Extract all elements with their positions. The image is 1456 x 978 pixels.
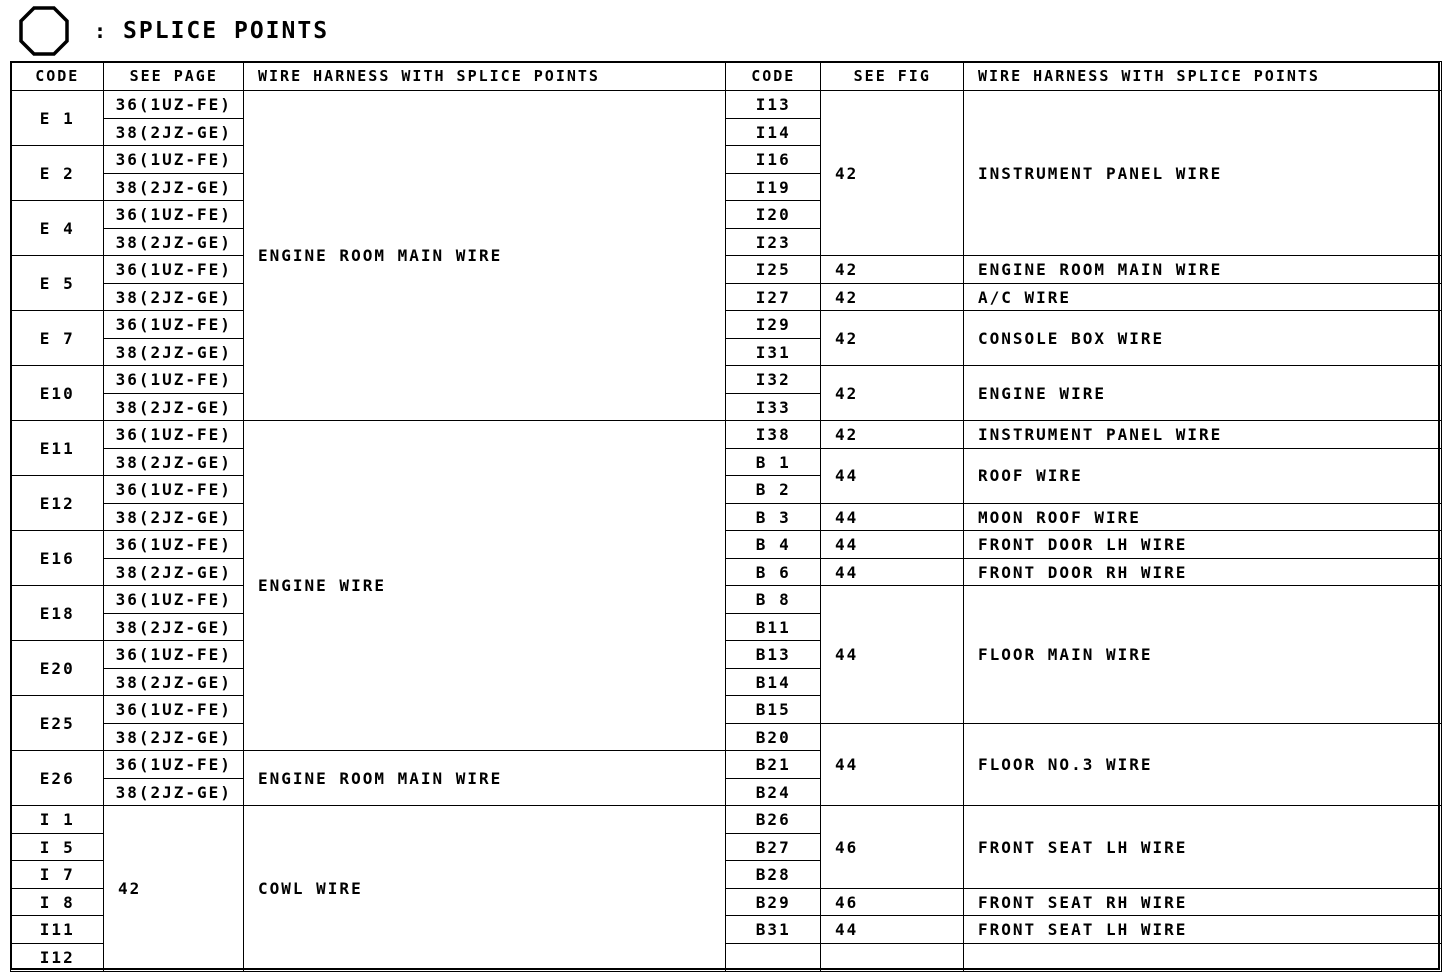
header-left-wire-harness: WIRE HARNESS WITH SPLICE POINTS xyxy=(243,61,727,92)
see-fig-cell xyxy=(820,943,965,972)
splice-code-cell: I19 xyxy=(725,173,822,202)
see-page-cell: 36(1UZ-FE) xyxy=(103,530,245,559)
see-page-cell: 38(2JZ-GE) xyxy=(103,558,245,587)
splice-code-cell: I23 xyxy=(725,228,822,257)
splice-code-cell: I11 xyxy=(10,915,105,944)
title-separator: : xyxy=(94,19,108,43)
see-fig-cell: 42 xyxy=(820,310,965,367)
wire-harness-cell: INSTRUMENT PANEL WIRE xyxy=(963,420,1442,449)
see-fig-cell: 44 xyxy=(820,503,965,532)
header-right-see-fig: SEE FIG xyxy=(820,61,965,92)
see-page-cell: 38(2JZ-GE) xyxy=(103,723,245,752)
splice-code-cell: I12 xyxy=(10,943,105,972)
splice-code-cell: E 1 xyxy=(10,90,105,147)
wire-harness-cell xyxy=(963,943,1442,972)
see-page-cell: 38(2JZ-GE) xyxy=(103,448,245,477)
splice-code-cell: I31 xyxy=(725,338,822,367)
wire-harness-cell: ENGINE ROOM MAIN WIRE xyxy=(963,255,1442,284)
splice-code-cell: B 6 xyxy=(725,558,822,587)
splice-code-cell: I32 xyxy=(725,365,822,394)
splice-points-table xyxy=(10,61,1440,970)
splice-code-cell: E25 xyxy=(10,695,105,752)
see-page-cell: 36(1UZ-FE) xyxy=(103,585,245,614)
splice-code-cell: B 4 xyxy=(725,530,822,559)
splice-code-cell: B27 xyxy=(725,833,822,862)
splice-code-cell: I 5 xyxy=(10,833,105,862)
splice-code-cell: I 7 xyxy=(10,860,105,889)
see-page-cell: 38(2JZ-GE) xyxy=(103,173,245,202)
wire-harness-cell: FLOOR NO.3 WIRE xyxy=(963,723,1442,807)
splice-code-cell: E20 xyxy=(10,640,105,697)
see-page-cell: 36(1UZ-FE) xyxy=(103,255,245,284)
splice-code-cell: E 7 xyxy=(10,310,105,367)
see-fig-cell: 42 xyxy=(820,283,965,312)
see-fig-cell: 44 xyxy=(820,530,965,559)
see-page-cell: 36(1UZ-FE) xyxy=(103,200,245,229)
splice-code-cell: B 1 xyxy=(725,448,822,477)
splice-code-cell: B20 xyxy=(725,723,822,752)
wire-harness-cell: COWL WIRE xyxy=(243,805,727,972)
see-page-cell: 38(2JZ-GE) xyxy=(103,503,245,532)
splice-code-cell: E12 xyxy=(10,475,105,532)
splice-code-cell: B 8 xyxy=(725,585,822,614)
see-fig-cell: 44 xyxy=(820,448,965,505)
splice-code-cell: I 8 xyxy=(10,888,105,917)
see-fig-cell: 46 xyxy=(820,805,965,889)
splice-code-cell: E11 xyxy=(10,420,105,477)
see-page-cell: 36(1UZ-FE) xyxy=(103,90,245,119)
see-page-cell: 38(2JZ-GE) xyxy=(103,228,245,257)
header-right-wire-harness: WIRE HARNESS WITH SPLICE POINTS xyxy=(963,61,1442,92)
splice-code-cell: I25 xyxy=(725,255,822,284)
splice-code-cell: B14 xyxy=(725,668,822,697)
see-page-cell: 38(2JZ-GE) xyxy=(103,778,245,807)
wire-harness-cell: ENGINE ROOM MAIN WIRE xyxy=(243,90,727,422)
see-page-cell: 38(2JZ-GE) xyxy=(103,613,245,642)
see-page-cell: 36(1UZ-FE) xyxy=(103,695,245,724)
splice-code-cell: B21 xyxy=(725,750,822,779)
see-page-cell: 36(1UZ-FE) xyxy=(103,145,245,174)
splice-code-cell: E 4 xyxy=(10,200,105,257)
splice-code-cell: E18 xyxy=(10,585,105,642)
see-fig-cell: 42 xyxy=(820,255,965,284)
splice-code-cell: B 3 xyxy=(725,503,822,532)
see-page-cell: 38(2JZ-GE) xyxy=(103,283,245,312)
splice-code-cell: I38 xyxy=(725,420,822,449)
see-fig-cell: 46 xyxy=(820,888,965,917)
splice-code-cell: I13 xyxy=(725,90,822,119)
see-page-cell: 36(1UZ-FE) xyxy=(103,420,245,449)
wire-harness-cell: ENGINE WIRE xyxy=(243,420,727,752)
see-fig-cell: 44 xyxy=(820,585,965,724)
title-bar xyxy=(18,6,329,56)
splice-code-cell: B11 xyxy=(725,613,822,642)
splice-code-cell: I16 xyxy=(725,145,822,174)
header-left-code: CODE xyxy=(10,61,105,92)
see-page-cell: 36(1UZ-FE) xyxy=(103,310,245,339)
wire-harness-cell: ENGINE WIRE xyxy=(963,365,1442,422)
splice-code-cell: B24 xyxy=(725,778,822,807)
splice-code-cell: E16 xyxy=(10,530,105,587)
page-title: SPLICE POINTS xyxy=(123,18,330,44)
splice-code-cell: I 1 xyxy=(10,805,105,834)
see-page-cell: 38(2JZ-GE) xyxy=(103,118,245,147)
see-fig-cell: 44 xyxy=(820,915,965,944)
wire-harness-cell: ROOF WIRE xyxy=(963,448,1442,505)
see-fig-cell: 42 xyxy=(820,420,965,449)
wire-harness-cell: CONSOLE BOX WIRE xyxy=(963,310,1442,367)
splice-code-cell: B28 xyxy=(725,860,822,889)
wire-harness-cell: INSTRUMENT PANEL WIRE xyxy=(963,90,1442,257)
see-page-cell: 38(2JZ-GE) xyxy=(103,338,245,367)
see-page-cell: 42 xyxy=(103,805,245,972)
splice-code-cell: I20 xyxy=(725,200,822,229)
wire-harness-cell: FRONT SEAT LH WIRE xyxy=(963,805,1442,889)
splice-code-cell: I33 xyxy=(725,393,822,422)
splice-code-cell xyxy=(725,943,822,972)
wire-harness-cell: FRONT SEAT RH WIRE xyxy=(963,888,1442,917)
splice-code-cell: B29 xyxy=(725,888,822,917)
splice-code-cell: E 2 xyxy=(10,145,105,202)
octagon-icon xyxy=(18,5,70,57)
splice-code-cell: B15 xyxy=(725,695,822,724)
splice-code-cell: E 5 xyxy=(10,255,105,312)
wire-harness-cell: MOON ROOF WIRE xyxy=(963,503,1442,532)
splice-code-cell: I27 xyxy=(725,283,822,312)
splice-code-cell: B 2 xyxy=(725,475,822,504)
wire-harness-cell: FRONT SEAT LH WIRE xyxy=(963,915,1442,944)
wire-harness-cell: ENGINE ROOM MAIN WIRE xyxy=(243,750,727,807)
see-page-cell: 36(1UZ-FE) xyxy=(103,365,245,394)
header-left-see-page: SEE PAGE xyxy=(103,61,245,92)
see-page-cell: 38(2JZ-GE) xyxy=(103,668,245,697)
see-page-cell: 36(1UZ-FE) xyxy=(103,475,245,504)
wire-harness-cell: A/C WIRE xyxy=(963,283,1442,312)
see-fig-cell: 44 xyxy=(820,723,965,807)
see-fig-cell: 44 xyxy=(820,558,965,587)
see-fig-cell: 42 xyxy=(820,90,965,257)
see-page-cell: 38(2JZ-GE) xyxy=(103,393,245,422)
header-right-code: CODE xyxy=(725,61,822,92)
wire-harness-cell: FLOOR MAIN WIRE xyxy=(963,585,1442,724)
splice-code-cell: I29 xyxy=(725,310,822,339)
wire-harness-cell: FRONT DOOR RH WIRE xyxy=(963,558,1442,587)
splice-code-cell: I14 xyxy=(725,118,822,147)
see-page-cell: 36(1UZ-FE) xyxy=(103,640,245,669)
splice-code-cell: B26 xyxy=(725,805,822,834)
splice-code-cell: E10 xyxy=(10,365,105,422)
see-page-cell: 36(1UZ-FE) xyxy=(103,750,245,779)
wire-harness-cell: FRONT DOOR LH WIRE xyxy=(963,530,1442,559)
see-fig-cell: 42 xyxy=(820,365,965,422)
splice-code-cell: B31 xyxy=(725,915,822,944)
splice-code-cell: E26 xyxy=(10,750,105,807)
splice-code-cell: B13 xyxy=(725,640,822,669)
